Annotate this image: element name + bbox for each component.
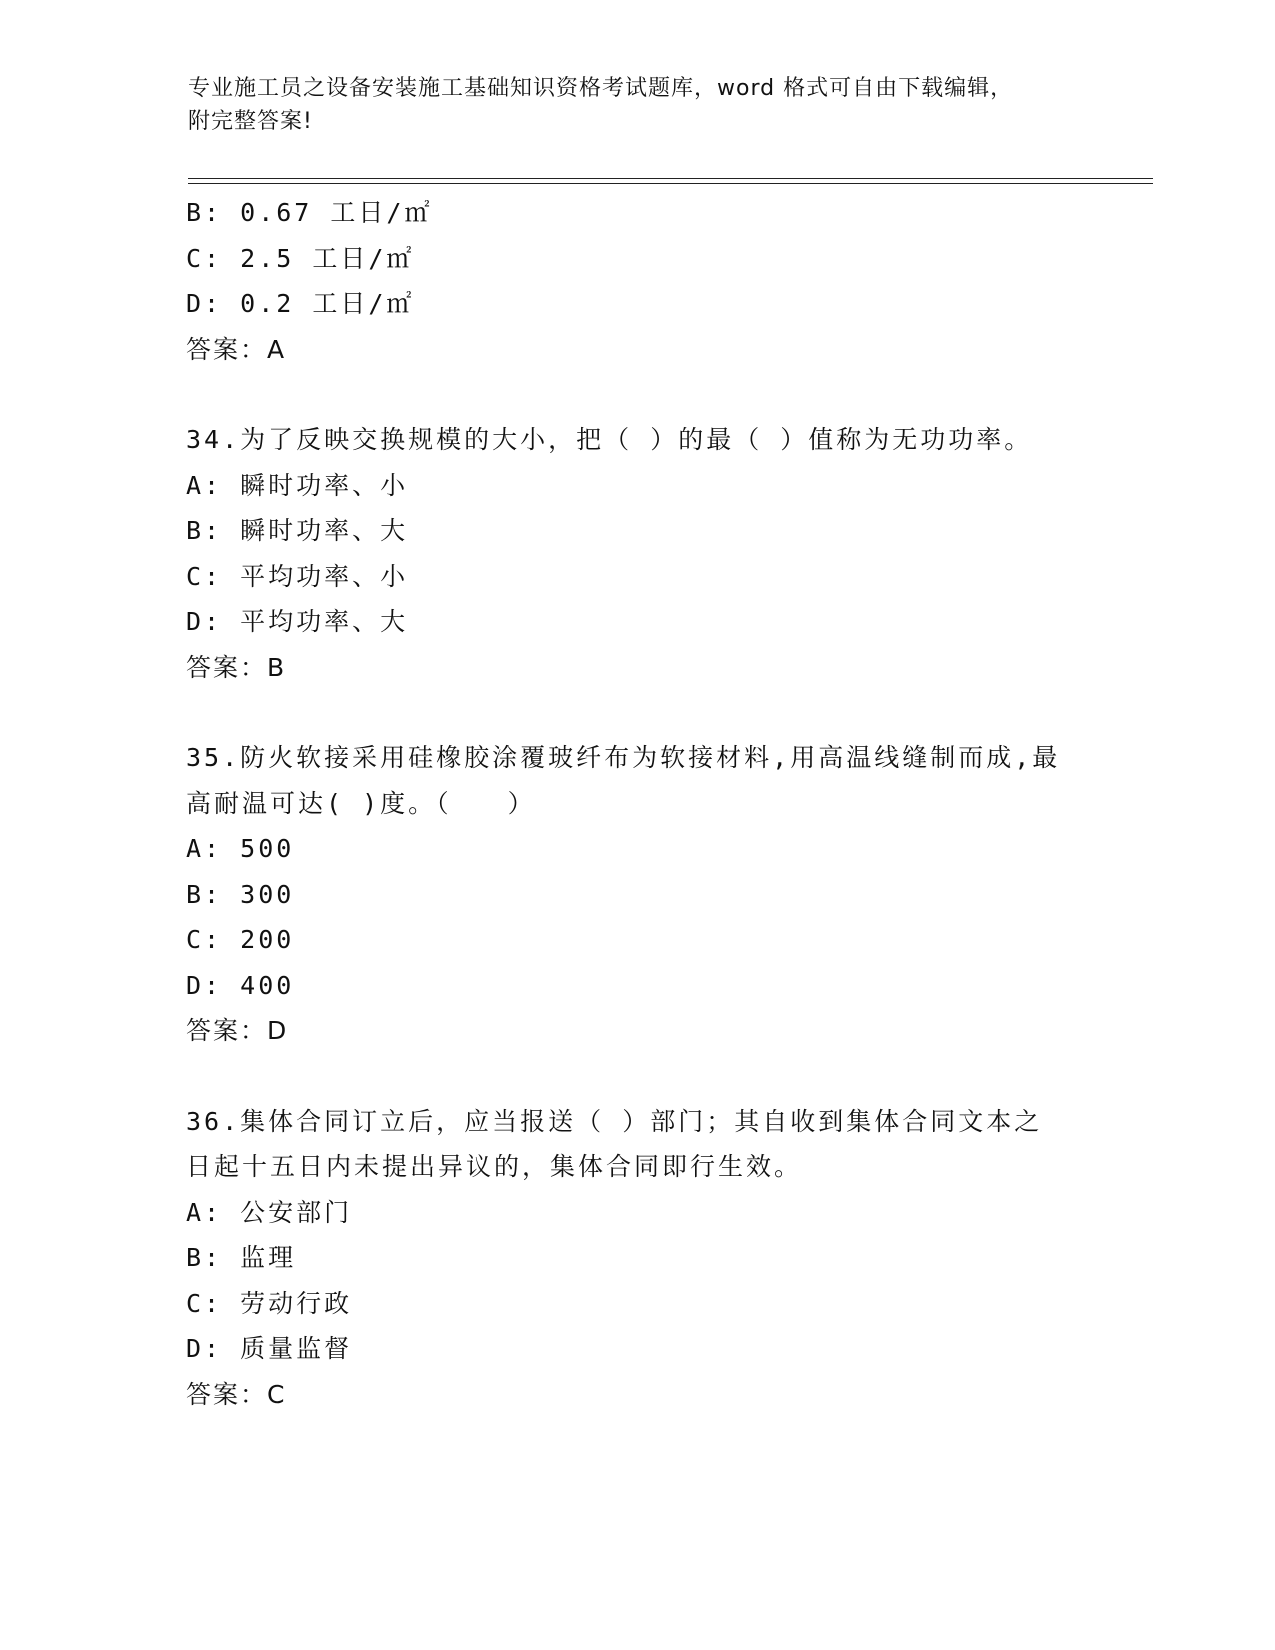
question-list [186,190,1086,1417]
header-line-1: 专业施工员之设备安装施工基础知识资格考试题库，word 格式可自由下载编辑， [188,76,1014,101]
header-line-2: 附完整答案! [188,109,313,134]
answer-line: 答案：C [186,1379,287,1409]
option-b: B: 300 [186,879,295,909]
option-c: C: 劳动行政 [186,1288,353,1318]
option-c: C: 200 [186,925,295,954]
option-c: C: 平均功率、小 [186,561,409,591]
question-text-line-2: 日起十五日内未提出异议的，集体合同即行生效。 [186,1152,803,1181]
question-text-line-1: 36.集体合同订立后，应当报送（ ）部门；其自收到集体合同文本之 [186,1106,1043,1136]
option-b: B: 瞬时功率、大 [186,516,409,545]
option-a: A: 瞬时功率、小 [186,470,409,500]
option-b: B: 0.67 工日/㎡ [186,198,433,227]
header-divider-top [188,178,1153,179]
question-text: 34.为了反映交换规模的大小，把（ ）的最（ ）值称为无功功率。 [186,425,1033,454]
spacer [186,372,1086,417]
question-text-line-2: 高耐温可达( )度。（ ） [186,788,536,818]
option-a: A: 500 [186,834,295,863]
spacer [186,690,1086,735]
question-36 [186,1099,1086,1418]
question-33-tail [186,190,1086,372]
spacer [186,1054,1086,1099]
option-d: D: 0.2 工日/㎡ [186,289,415,318]
option-b: B: 监理 [186,1243,297,1272]
question-text-line-1: 35.防火软接采用硅橡胶涂覆玻纤布为软接材料,用高温线缝制而成,最 [186,743,1061,772]
option-d: D: 质量监督 [186,1334,353,1363]
option-d: D: 平均功率、大 [186,607,409,636]
header-divider-bottom [188,183,1153,184]
option-c: C: 2.5 工日/㎡ [186,243,415,273]
option-a: A: 公安部门 [186,1197,353,1227]
document-header [188,72,1068,138]
option-d: D: 400 [186,970,295,1000]
question-34 [186,417,1086,690]
question-35 [186,735,1086,1054]
answer-line: 答案：A [186,334,287,364]
answer-line: 答案：B [186,652,287,682]
answer-line: 答案：D [186,1016,289,1045]
